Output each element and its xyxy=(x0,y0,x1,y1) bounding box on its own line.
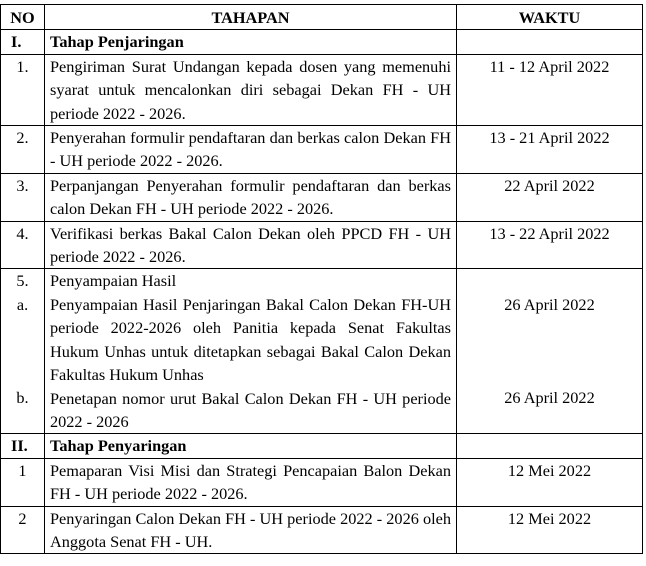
row-number: 1. xyxy=(1,54,45,125)
row-number: 1 xyxy=(1,458,45,506)
row-description: Penyaringan Calon Dekan FH - UH periode 2022 - 2026 oleh Anggota Senat FH - UH. xyxy=(45,506,457,554)
header-tahapan: TAHAPAN xyxy=(45,5,457,30)
row-time: 13 - 21 April 2022 xyxy=(457,126,643,174)
row-number-group xyxy=(1,269,45,434)
section-time-empty xyxy=(457,434,643,458)
subrow-time: 26 April 2022 xyxy=(504,294,595,314)
row-number: 2. xyxy=(1,126,45,174)
row-time: 22 April 2022 xyxy=(457,173,643,221)
table-row xyxy=(1,506,643,554)
header-row xyxy=(1,5,643,30)
header-no: NO xyxy=(1,5,45,30)
schedule-table xyxy=(0,4,643,554)
row-description: Pengiriman Surat Undangan kepada dosen yang memenuhi syarat untuk mencalonkan diri sebagai Dekan FH - UH periode 2022 - 2026. xyxy=(45,54,457,125)
section-time-empty xyxy=(457,30,643,54)
section-number: I. xyxy=(1,30,45,54)
row-description-group xyxy=(45,269,457,434)
row-description: Pemaparan Visi Misi dan Strategi Pencapaian Balon Dekan FH - UH periode 2022 - 2026. xyxy=(45,458,457,506)
table-row xyxy=(1,126,643,174)
section-row xyxy=(1,30,643,54)
row-description: Verifikasi berkas Bakal Calon Dekan oleh PPCD FH - UH periode 2022 - 2026. xyxy=(45,221,457,269)
row-number: 2 xyxy=(1,506,45,554)
row-time-group xyxy=(457,269,643,434)
section-title: Tahap Penyaringan xyxy=(45,434,457,458)
row-description: Penyampaian Hasil xyxy=(50,271,177,291)
section-title: Tahap Penjaringan xyxy=(45,30,457,54)
row-number: 5. xyxy=(16,271,29,291)
table-row xyxy=(1,269,643,434)
subrow-number: a. xyxy=(16,294,29,314)
table-row xyxy=(1,54,643,125)
section-number: II. xyxy=(1,434,45,458)
row-number: 3. xyxy=(1,173,45,221)
row-description: Perpanjangan Penyerahan formulir pendaftaran dan berkas calon Dekan FH - UH periode 2022 - 2026. xyxy=(45,173,457,221)
row-description: Penyerahan formulir pendaftaran dan berkas calon Dekan FH - UH periode 2022 - 2026. xyxy=(45,126,457,174)
subrow-description: Penetapan nomor urut Bakal Calon Dekan FH - UH periode 2022 - 2026 xyxy=(50,388,451,431)
row-time: 12 Mei 2022 xyxy=(457,506,643,554)
row-number: 4. xyxy=(1,221,45,269)
row-time: 11 - 12 April 2022 xyxy=(457,54,643,125)
subrow-number: b. xyxy=(16,388,29,408)
row-time: 12 Mei 2022 xyxy=(457,458,643,506)
row-time: 13 - 22 April 2022 xyxy=(457,221,643,269)
subrow-time: 26 April 2022 xyxy=(504,388,595,408)
table-row xyxy=(1,173,643,221)
table-row xyxy=(1,221,643,269)
table-row xyxy=(1,458,643,506)
header-waktu: WAKTU xyxy=(457,5,643,30)
section-row xyxy=(1,434,643,458)
subrow-description: Penyampaian Hasil Penjaringan Bakal Calon Dekan FH-UH periode 2022-2026 oleh Panitia kepada Senat Fakultas Hukum Unhas untuk ditetapkan sebagai Bakal Calon Dekan Fakultas Hukum Unhas xyxy=(50,294,451,385)
